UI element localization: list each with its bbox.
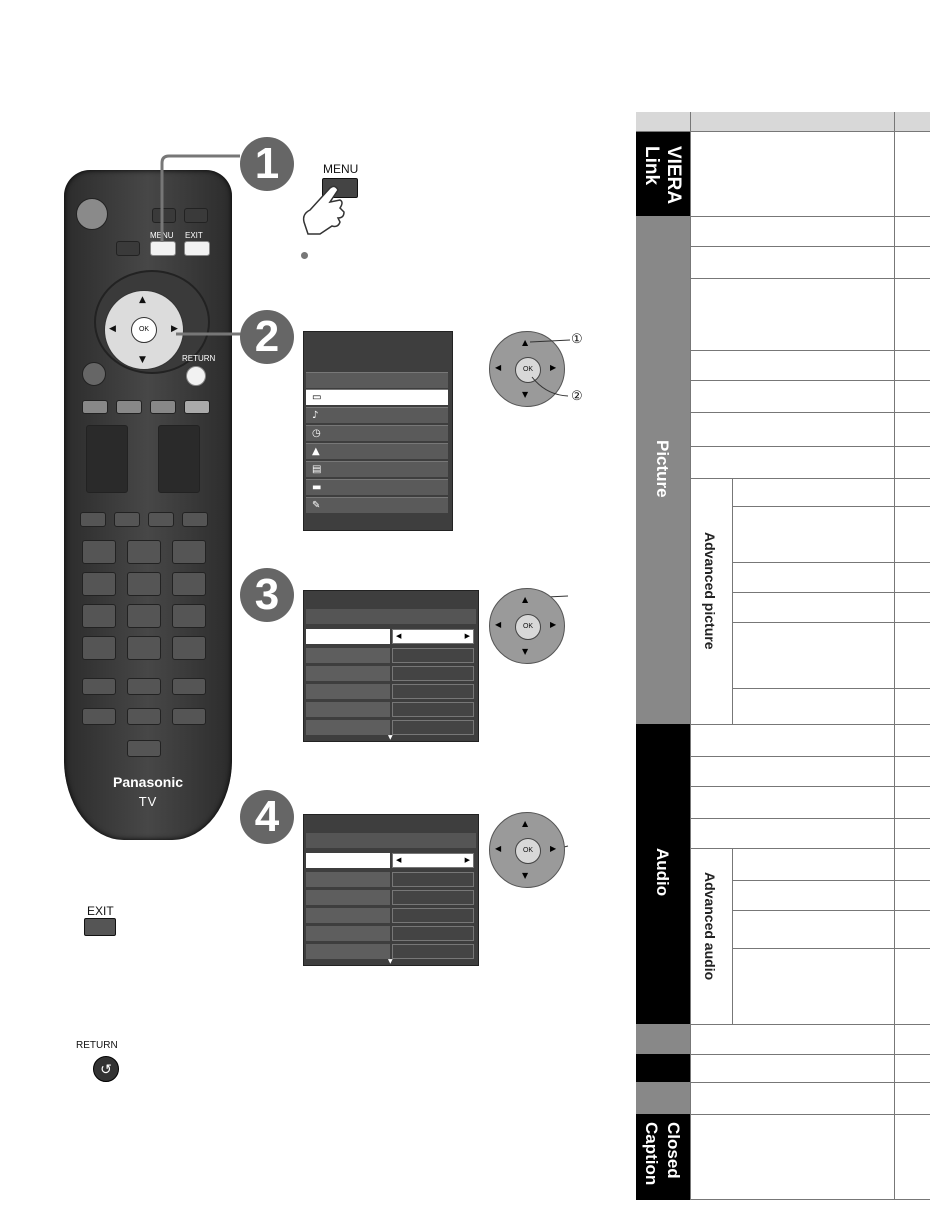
model-label: TV: [138, 794, 158, 809]
submenu-header-bar: [306, 833, 476, 848]
down-arrow-icon: ▼: [522, 390, 529, 399]
left-arrow-icon[interactable]: ◀: [109, 324, 116, 334]
return-key-button[interactable]: [93, 1056, 119, 1082]
music-note-icon: ♪: [312, 410, 319, 421]
adjust-submenu-screen: [303, 814, 479, 966]
right-arrow-icon: ▶: [464, 856, 470, 864]
ok-pad-step3[interactable]: [489, 588, 565, 664]
ok-button[interactable]: OK: [515, 838, 541, 864]
submenu-row-selected[interactable]: [306, 629, 476, 644]
ok-button[interactable]: OK: [515, 357, 541, 383]
remote-return-label: RETURN: [182, 354, 216, 363]
wrench-icon: ✎: [312, 500, 321, 511]
submenu-row[interactable]: [306, 648, 476, 663]
up-arrow-icon: ▲: [522, 595, 529, 604]
left-arrow-icon: ◀: [495, 844, 502, 853]
submenu-row[interactable]: [306, 684, 476, 699]
remote-menu-label: MENU: [150, 231, 174, 240]
submenu-row[interactable]: [306, 666, 476, 681]
brand-logo: Panasonic: [112, 774, 184, 790]
up-arrow-icon: ▲: [522, 338, 529, 347]
section-gray-1: [636, 1024, 690, 1054]
left-arrow-icon: ◀: [495, 620, 502, 629]
picture-icon: ▭: [312, 392, 322, 403]
step-3-number: 3: [240, 568, 294, 622]
submenu-row[interactable]: [306, 872, 476, 887]
scroll-down-icon: ▼: [388, 734, 393, 741]
picture-submenu-screen: [303, 590, 479, 742]
menu-structure-table: [636, 112, 930, 1200]
section-gray-2: [636, 1082, 690, 1114]
step-1-number: 1: [240, 137, 294, 191]
marker-2: ②: [571, 388, 583, 403]
ok-button[interactable]: OK: [131, 317, 157, 343]
left-arrow-icon: ◀: [396, 856, 402, 864]
clock-icon: ◷: [312, 428, 321, 439]
scroll-down-icon: ▼: [388, 958, 393, 965]
exit-key-label: EXIT: [87, 904, 114, 918]
advanced-audio-label: Advanced audio: [702, 872, 718, 981]
step-2-number: 2: [240, 310, 294, 364]
exit-key-button[interactable]: [84, 918, 116, 936]
cc-icon: ▬: [312, 482, 322, 493]
submenu-row[interactable]: [306, 908, 476, 923]
step-4-number: 4: [240, 790, 294, 844]
left-arrow-icon: ◀: [495, 363, 502, 372]
advanced-picture-label: Advanced picture: [702, 532, 718, 650]
section-picture-label: Picture: [653, 440, 672, 498]
down-arrow-icon[interactable]: ▼: [139, 355, 146, 365]
submenu-row[interactable]: [306, 702, 476, 717]
down-arrow-icon: ▼: [522, 871, 529, 880]
submenu-header-bar: [306, 609, 476, 624]
submenu-row[interactable]: [306, 720, 476, 735]
right-arrow-icon: ▶: [550, 363, 557, 372]
return-arrow-icon: ↺: [100, 1062, 112, 1078]
section-audio-label: Audio: [653, 848, 672, 897]
marker-1: ①: [571, 331, 583, 346]
remote-exit-label: EXIT: [185, 231, 203, 240]
ok-pad-step4[interactable]: [489, 812, 565, 888]
section-black-1: [636, 1054, 690, 1082]
left-arrow-icon: ◀: [396, 632, 402, 640]
section-viera-link-label: VIERA Link: [641, 146, 684, 204]
return-key-label: RETURN: [76, 1040, 118, 1051]
up-arrow-icon: ▲: [522, 819, 529, 828]
ok-button[interactable]: OK: [515, 614, 541, 640]
submenu-row[interactable]: [306, 890, 476, 905]
right-arrow-icon: ▶: [550, 844, 557, 853]
right-arrow-icon: ▶: [550, 620, 557, 629]
lock-icon: ▲: [312, 446, 320, 457]
up-arrow-icon[interactable]: ▲: [139, 295, 146, 305]
submenu-row[interactable]: [306, 944, 476, 959]
step1-menu-label: MENU: [323, 162, 359, 176]
submenu-row[interactable]: [306, 926, 476, 941]
right-arrow-icon: ▶: [464, 632, 470, 640]
table-header-row: [636, 112, 930, 132]
section-closed-caption-label: Closed Caption: [642, 1122, 683, 1186]
card-icon: ▤: [312, 464, 322, 475]
submenu-row-selected[interactable]: [306, 853, 476, 868]
down-arrow-icon: ▼: [522, 647, 529, 656]
right-arrow-icon[interactable]: ▶: [171, 324, 178, 334]
